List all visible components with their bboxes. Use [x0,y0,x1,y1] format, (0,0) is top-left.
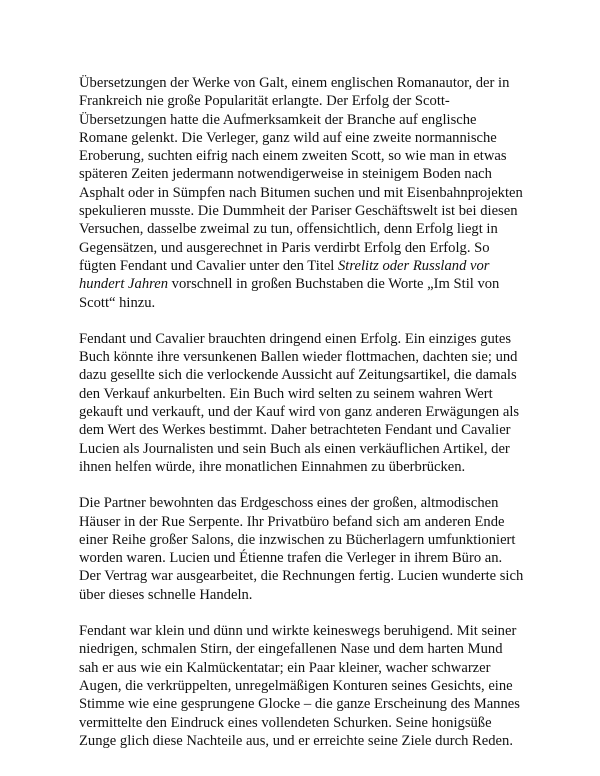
text-line: Fendant und Cavalier brauchten dringend einen Erfolg. Ein einziges gutes [79,330,512,347]
text-line: einer Reihe großer Salons, die inzwischen zu Bücherlagern umfunktioniert [79,531,516,548]
text-line: Versuchen, dasselbe zweimal zu tun, offensichtlich, denn Erfolg liegt in [79,221,498,238]
text-line: Stimme wie eine gesprungene Glocke – die ganze Erscheinung des Mannes [79,696,520,713]
paragraph-2 [79,330,519,476]
text-line: niedrigen, schmalen Stirn, der eingefallenen Nase und dem harten Mund [79,641,503,658]
text-line: dazu gesellte sich die verlockende Aussicht auf Zeitungsartikel, die damals [79,367,517,384]
text-line: vermittelte den Eindruck eines vollendeten Schurken. Seine honigsüße [79,714,492,731]
text-line: Buch könnte ihre versunkenen Ballen wieder flottmachen, dachten sie; und [79,349,518,366]
document-page [79,74,524,768]
text-line: dem Wert des Werkes bestimmt. Daher betrachteten Fendant und Cavalier [79,422,511,439]
text-line: den Verkauf ankurbelten. Ein Buch wird selten zu seinem wahren Wert [79,385,493,402]
text-line: sah er aus wie ein Kalmückentatar; ein Paar kleiner, wacher schwarzer [79,659,491,676]
text-run: vorschnell in großen Buchstaben die Worte „Im Stil von [168,276,500,293]
text-line: Zunge glich diese Nachteile aus, und er erreichte seine Ziele durch Reden. [79,732,513,749]
text-line [79,257,519,275]
text-line: Scott“ hinzu. [79,294,156,311]
book-title-italic: Strelitz oder Russland vor [338,257,490,274]
paragraph-3 [79,494,524,604]
book-title-italic: hundert Jahren [79,276,169,293]
text-line: ihnen helfen würde, ihre monatlichen Einnahmen zu überbrücken. [79,458,466,475]
text-line: Übersetzungen der Werke von Galt, einem englischen Romanautor, der in [79,75,510,91]
text-line: über dieses schnelle Handeln. [79,586,253,603]
text-line: Romane gelenkt. Die Verleger, ganz wild auf eine zweite normannische [79,129,497,146]
paragraph-1 [79,74,523,312]
text-line: Augen, die verkrüppelten, unregelmäßigen Konturen seines Gesichts, eine [79,677,513,694]
text-line: Gegensätzen, und ausgerechnet in Paris verdirbt Erfolg den Erfolg. So [79,239,490,256]
text-line: Fendant war klein und dünn und wirkte keineswegs beruhigend. Mit seiner [79,623,517,640]
text-line: Lucien als Journalisten und sein Buch als einen verkäuflichen Artikel, der [79,440,510,457]
paragraph-4 [79,622,519,750]
text-line [79,275,519,293]
text-line: Der Vertrag war ausgearbeitet, die Rechnungen fertig. Lucien wunderte sich [79,568,524,585]
text-line: Asphalt oder in Sümpfen nach Bitumen suchen und mit Eisenbahnprojekten [79,184,523,201]
text-run: fügten Fendant und Cavalier unter den Titel [79,257,338,274]
text-line: Frankreich nie große Popularität erlangte. Der Erfolg der Scott- [79,93,450,110]
text-line: gekauft und verkauft, und der Kauf wird von ganz anderen Erwägungen als [79,404,520,421]
text-line: spekulieren musste. Die Dummheit der Pariser Geschäftswelt ist bei diesen [79,203,518,220]
text-line: späteren Zeiten jedermann notwendigerweise in steinigem Boden nach [79,166,492,183]
text-line: Eroberung, suchten eifrig nach einem zweiten Scott, so wie man in etwas [79,148,507,165]
text-line: Die Partner bewohnten das Erdgeschoss eines der großen, altmodischen [79,495,499,512]
text-line: Übersetzungen hatte die Aufmerksamkeit der Branche auf englische [79,111,477,128]
text-line: Häuser in der Rue Serpente. Ihr Privatbüro befand sich am anderen Ende [79,513,505,530]
text-line: worden waren. Lucien und Étienne trafen die Verleger in ihrem Büro an. [79,550,503,567]
